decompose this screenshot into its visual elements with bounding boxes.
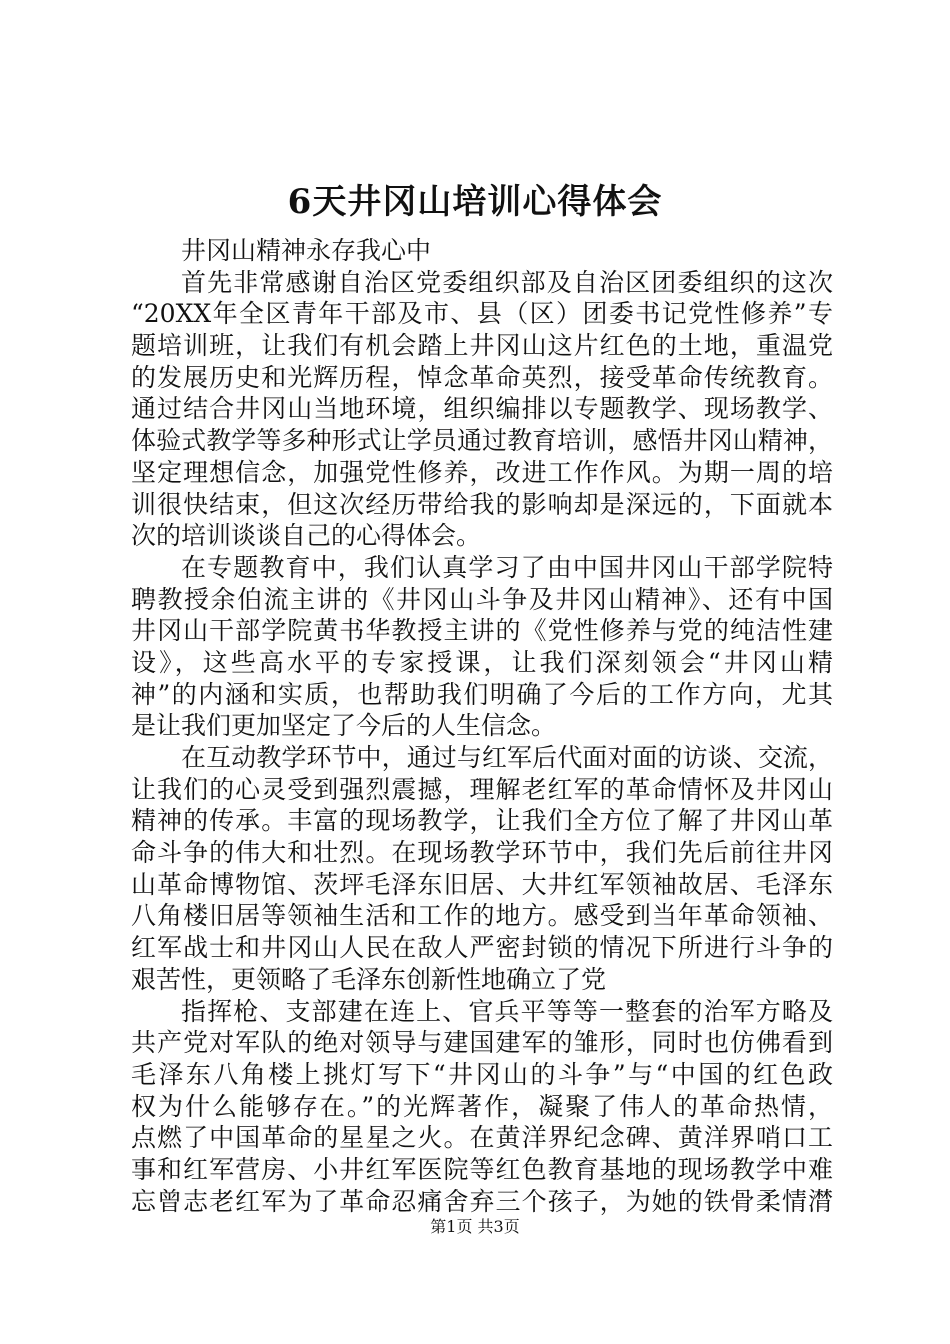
text-line: “20XX年全区青年干部及市、县（区）团委书记党性修养”专 [131,299,833,329]
text-line: 共产党对军队的绝对领导与建国建军的雏形，同时也仿佛看到 [131,1028,833,1058]
text-line: 是让我们更加坚定了今后的人生信念。 [131,711,557,741]
text-line: 八角楼旧居等领袖生活和工作的地方。感受到当年革命领袖、 [131,901,833,931]
text-line: 艰苦性，更领略了毛泽东创新性地确立了党 [131,964,607,994]
text-line: 让我们的心灵受到强烈震撼，理解老红军的革命情怀及井冈山 [131,774,833,804]
document-body [131,235,833,1217]
text-line: 忘曾志老红军为了革命忍痛舍弃三个孩子，为她的铁骨柔情潸 [131,1186,833,1216]
text-line: 事和红军营房、小井红军医院等红色教育基地的现场教学中难 [131,1154,833,1184]
text-line: 训很快结束，但这次经历带给我的影响却是深远的，下面就本 [131,489,833,519]
text-line: 的发展历史和光辉历程，悼念革命英烈，接受革命传统教育。 [131,362,833,392]
text-line: 在专题教育中，我们认真学习了由中国井冈山干部学院特 [181,552,833,582]
text-line: 神”的内涵和实质，也帮助我们明确了今后的工作方向，尤其 [131,679,833,709]
text-line: 红军战士和井冈山人民在敌人严密封锁的情况下所进行斗争的 [131,933,833,963]
document-title: 6天井冈山培训心得体会 [287,182,663,222]
text-line: 通过结合井冈山当地环境，组织编排以专题教学、现场教学、 [131,394,833,424]
text-line: 首先非常感谢自治区党委组织部及自治区团委组织的这次 [181,267,833,297]
text-line: 井冈山干部学院黄书华教授主讲的《党性修养与党的纯洁性建 [131,616,833,646]
text-line: 聘教授余伯流主讲的《井冈山斗争及井冈山精神》、还有中国 [131,584,833,614]
text-line: 指挥枪、支部建在连上、官兵平等等一整套的治军方略及 [181,996,833,1026]
text-line: 井冈山精神永存我心中 [181,236,432,265]
text-line: 毛泽东八角楼上挑灯写下“井冈山的斗争”与“中国的红色政 [131,1059,833,1089]
text-line: 命斗争的伟大和壮烈。在现场教学环节中，我们先后前往井冈 [131,838,833,868]
text-line: 在互动教学环节中，通过与红军后代面对面的访谈、交流， [181,743,833,772]
text-line: 点燃了中国革命的星星之火。在黄洋界纪念碑、黄洋界哨口工 [131,1123,833,1153]
text-line: 山革命博物馆、茨坪毛泽东旧居、大井红军领袖故居、毛泽东 [131,869,833,899]
text-line: 次的培训谈谈自己的心得体会。 [131,521,482,551]
text-line: 精神的传承。丰富的现场教学，让我们全方位了解了井冈山革 [131,806,833,836]
text-line: 体验式教学等多种形式让学员通过教育培训，感悟井冈山精神， [131,426,833,456]
text-line: 坚定理想信念，加强党性修养，改进工作作风。为期一周的培 [131,457,833,487]
text-line: 题培训班，让我们有机会踏上井冈山这片红色的土地，重温党 [131,331,833,361]
page-footer: 第1页 共3页 [430,1217,520,1236]
text-line: 设》，这些高水平的专家授课，让我们深刻领会“井冈山精 [131,647,833,677]
text-line: 权为什么能够存在。”的光辉著作，凝聚了伟人的革命热情， [131,1091,833,1121]
